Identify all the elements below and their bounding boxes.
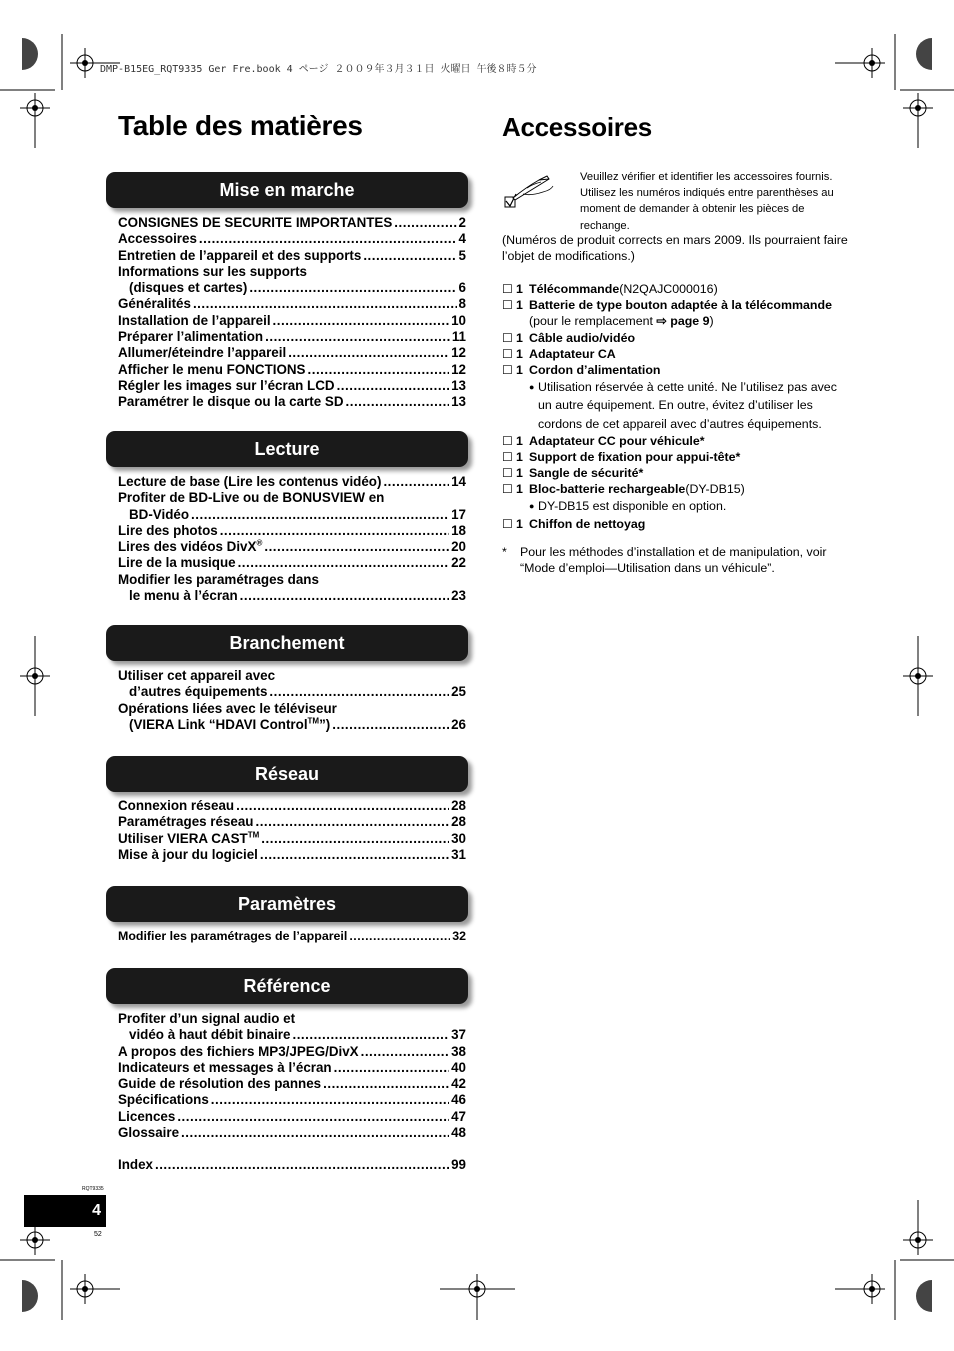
toc-list-lecture — [118, 474, 466, 604]
leader-dots — [264, 539, 449, 555]
toc-list-parametres — [118, 928, 466, 944]
list-item: ☐ 1 Adaptateur CC pour véhicule* — [502, 433, 705, 448]
toc-entry: Lire des photos ..... 18 — [118, 523, 466, 539]
section-header-branchement: Branchement — [106, 625, 468, 661]
toc-entry: Généralités ..... 8 — [118, 296, 466, 312]
toc-entry: Préparer l’alimentation ..... 11 — [118, 329, 466, 345]
toc-page-number: 5 — [458, 247, 466, 263]
toc-page-number: 12 — [451, 361, 466, 377]
checkbox-icon: ☐ — [502, 346, 513, 361]
toc-page-number: 20 — [451, 539, 466, 555]
leader-dots — [255, 814, 449, 830]
list-item: ☐ 1 Batterie de type bouton adaptée à la télécommande — [502, 298, 832, 313]
toc-page-number: 47 — [451, 1108, 466, 1124]
section-header-mise-en-marche: Mise en marche — [106, 172, 468, 208]
toc-entry: Installation de l’appareil ..... 10 — [118, 313, 466, 329]
cordon-bullet-note: ● Utilisation réservée à cette unité. Ne l’utilisez pas avec un autre équipement. En outre, évitez d’utiliser les cordons de cet appareil avec d’autres équipements. — [529, 380, 837, 431]
leader-dots — [238, 555, 450, 571]
accessories-intro: (Numéros de produit corrects en mars 2009. Ils pourraient faire l’objet de modifications.) — [502, 233, 848, 264]
page-title-toc: Table des matières — [118, 110, 363, 141]
leader-dots — [199, 231, 457, 247]
toc-list-reference — [118, 1011, 466, 1174]
toc-entry: Régler les images sur l’écran LCD ..... 13 — [118, 378, 466, 394]
leader-dots — [249, 280, 456, 296]
toc-entry: Paramétrer le disque ou la carte SD ..... 13 — [118, 394, 466, 410]
toc-entry: Glossaire ..... 48 — [118, 1125, 466, 1141]
doc-code: RQT9335 — [82, 1186, 104, 1192]
toc-page-number: 32 — [452, 929, 466, 943]
toc-entry: Informations sur les supports — [118, 263, 307, 279]
toc-entry: Spécifications ..... 46 — [118, 1092, 466, 1108]
leader-dots — [308, 362, 450, 378]
toc-page-number: 2 — [458, 215, 466, 230]
toc-page-number: 12 — [451, 345, 466, 361]
list-item: ☐ 1 Adaptateur CA — [502, 346, 616, 361]
toc-page-number: 28 — [451, 814, 466, 830]
leader-dots — [191, 507, 449, 523]
checkbox-icon: ☐ — [502, 298, 513, 313]
toc-entry: Connexion réseau ..... 28 — [118, 798, 466, 814]
toc-entry: Entretien de l’appareil et des supports ..... 5 — [118, 248, 466, 264]
page-title-accessoires: Accessoires — [502, 112, 652, 142]
leader-dots — [236, 798, 449, 814]
leader-dots — [292, 1027, 449, 1043]
toc-entry: Afficher le menu FONCTIONS ..... 12 — [118, 362, 466, 378]
toc-page-number: 14 — [451, 474, 466, 489]
list-item: ☐ 1 Télécommande (N2QAJC000016) — [502, 282, 718, 296]
accessories-list — [502, 281, 862, 532]
toc-list-reseau — [118, 798, 466, 863]
toc-page-number: 31 — [451, 846, 466, 862]
toc-entry: Indicateurs et messages à l’écran ..... 40 — [118, 1060, 466, 1076]
list-item: ☐ 1 Cordon d’alimentation — [502, 363, 661, 378]
leader-dots — [220, 523, 449, 539]
footnote: * Pour les méthodes d’installation et de manipulation, voir “Mode d’emploi—Utilisation dans un véhicule”. — [502, 545, 827, 576]
list-item: ☐ 1 Support de fixation pour appui-tête* — [502, 450, 741, 465]
toc-entry: d’autres équipements ..... 25 — [118, 684, 466, 700]
leader-dots — [261, 831, 449, 847]
sub-page-number: 52 — [94, 1231, 102, 1238]
toc-entry: Profiter d’un signal audio et — [118, 1011, 296, 1026]
page-number: 4 — [24, 1195, 106, 1227]
toc-entry: Opérations liées avec le téléviseur — [118, 700, 337, 716]
toc-entry: Allumer/éteindre l’appareil ..... 12 — [118, 345, 466, 361]
toc-entry: Modifier les paramétrages de l’appareil ..... 32 — [118, 928, 466, 944]
leader-dots — [363, 248, 456, 264]
list-item: ☐ 1 Chiffon de nettoyag — [502, 516, 646, 531]
toc-page-number: 13 — [451, 394, 466, 410]
toc-page-number: 42 — [451, 1076, 466, 1092]
toc-entry: Profiter de BD-Live ou de BONUSVIEW en — [118, 490, 385, 506]
toc-entry: BD-Vidéo ..... 17 — [118, 507, 466, 523]
pen-check-icon — [503, 170, 555, 214]
leader-dots — [346, 394, 450, 410]
toc-entry: Lires des vidéos DivX® ..... 20 — [118, 539, 466, 555]
toc-page-number: 37 — [451, 1027, 466, 1043]
toc-page-number: 30 — [451, 830, 466, 846]
toc-entry: Paramétrages réseau ..... 28 — [118, 814, 466, 830]
toc-page-number: 11 — [451, 329, 466, 345]
toc-entry: Lecture de base (Lire les contenus vidéo) ..... 14 — [118, 474, 466, 490]
toc-page-number: 4 — [458, 231, 466, 247]
toc-page-number: 13 — [451, 377, 466, 393]
leader-dots — [334, 1060, 449, 1076]
checkbox-icon: ☐ — [502, 433, 513, 448]
checkbox-icon: ☐ — [502, 282, 513, 296]
book-header: DMP-B15EG_RQT9335 Ger Fre.book 4 ページ ２００９年３月３１日 火曜日 午後８時５分 — [100, 64, 537, 75]
leader-dots — [211, 1092, 449, 1108]
leader-dots — [288, 345, 449, 361]
bullet-icon: ● — [529, 500, 535, 511]
toc-page-number: 28 — [451, 798, 466, 813]
checkbox-icon: ☐ — [502, 450, 513, 465]
toc-page-number: 38 — [451, 1043, 466, 1059]
checkbox-icon: ☐ — [502, 330, 513, 345]
toc-entry: Lire de la musique ..... 22 — [118, 555, 466, 571]
toc-entry: Utiliser cet appareil avec — [118, 668, 276, 683]
toc-page-number: 99 — [451, 1157, 466, 1173]
leader-dots — [260, 847, 449, 863]
arrow-right-icon: ⇨ — [656, 314, 667, 329]
checkbox-icon: ☐ — [502, 482, 513, 497]
toc-entry: (disques et cartes) ..... 6 — [118, 280, 466, 296]
toc-page-number: 48 — [451, 1125, 466, 1141]
toc-entry: Licences ..... 47 — [118, 1109, 466, 1125]
leader-dots — [361, 1044, 449, 1060]
leader-dots — [349, 928, 450, 944]
leader-dots — [323, 1076, 449, 1092]
toc-page-number: 6 — [458, 280, 466, 296]
section-header-parametres: Paramètres — [106, 886, 468, 922]
battery-bullet-note: ● DY-DB15 est disponible en option. — [529, 498, 727, 513]
toc-entry: A propos des fichiers MP3/JPEG/DivX ..... 38 — [118, 1044, 466, 1060]
bullet-icon: ● — [529, 382, 535, 393]
leader-dots — [269, 684, 449, 700]
battery-replacement-note: (pour le remplacement ⇨ page 9) — [529, 314, 714, 329]
toc-entry: Mise à jour du logiciel ..... 31 — [118, 847, 466, 863]
leader-dots — [177, 1109, 449, 1125]
toc-page-number: 22 — [451, 555, 466, 571]
leader-dots — [240, 588, 449, 604]
toc-list-mise-en-marche — [118, 215, 466, 411]
leader-dots — [193, 296, 457, 312]
toc-page-number: 18 — [451, 522, 466, 538]
toc-list-branchement — [118, 668, 466, 733]
toc-entry: Guide de résolution des pannes ..... 42 — [118, 1076, 466, 1092]
checkbox-icon: ☐ — [502, 466, 513, 481]
toc-entry: Index ..... 99 — [118, 1157, 466, 1173]
leader-dots — [181, 1125, 449, 1141]
toc-page-number: 10 — [451, 312, 466, 328]
toc-entry: (VIERA Link “HDAVI Control™”) ..... 26 — [118, 717, 466, 733]
toc-page-number: 46 — [451, 1092, 466, 1108]
section-header-reseau: Réseau — [106, 756, 468, 792]
toc-entry: le menu à l’écran ..... 23 — [118, 588, 466, 604]
leader-dots — [265, 329, 450, 345]
toc-page-number: 17 — [451, 506, 466, 522]
toc-entry: Accessoires ..... 4 — [118, 231, 466, 247]
toc-entry: vidéo à haut débit binaire ..... 37 — [118, 1027, 466, 1043]
section-header-lecture: Lecture — [106, 431, 468, 467]
toc-page-number: 8 — [458, 296, 466, 312]
leader-dots — [273, 313, 450, 329]
toc-entry: CONSIGNES DE SECURITE IMPORTANTES ..... 2 — [118, 215, 466, 231]
leader-dots — [332, 717, 449, 733]
checkbox-icon: ☐ — [502, 363, 513, 378]
toc-page-number: 40 — [451, 1059, 466, 1075]
leader-dots — [394, 215, 456, 231]
checkbox-icon: ☐ — [502, 516, 513, 531]
list-item: ☐ 1 Sangle de sécurité* — [502, 466, 644, 481]
leader-dots — [383, 474, 449, 490]
list-item: ☐ 1 Bloc-batterie rechargeable (DY-DB15) — [502, 482, 745, 497]
toc-page-number: 26 — [451, 716, 466, 732]
leader-dots — [155, 1157, 449, 1173]
toc-entry: Utiliser VIERA CAST™ ..... 30 — [118, 831, 466, 847]
toc-page-number: 23 — [451, 588, 466, 604]
toc-page-number: 25 — [451, 684, 466, 700]
section-header-reference: Référence — [106, 968, 468, 1004]
toc-entry: Modifier les paramétrages dans — [118, 571, 319, 587]
leader-dots — [337, 378, 450, 394]
list-item: ☐ 1 Câble audio/vidéo — [502, 330, 636, 345]
verification-note: Veuillez vérifier et identifier les accessoires fournis. Utilisez les numéros indiqués entre parenthèses au moment de demander à obtenir les pièces de rechange. — [580, 171, 834, 232]
